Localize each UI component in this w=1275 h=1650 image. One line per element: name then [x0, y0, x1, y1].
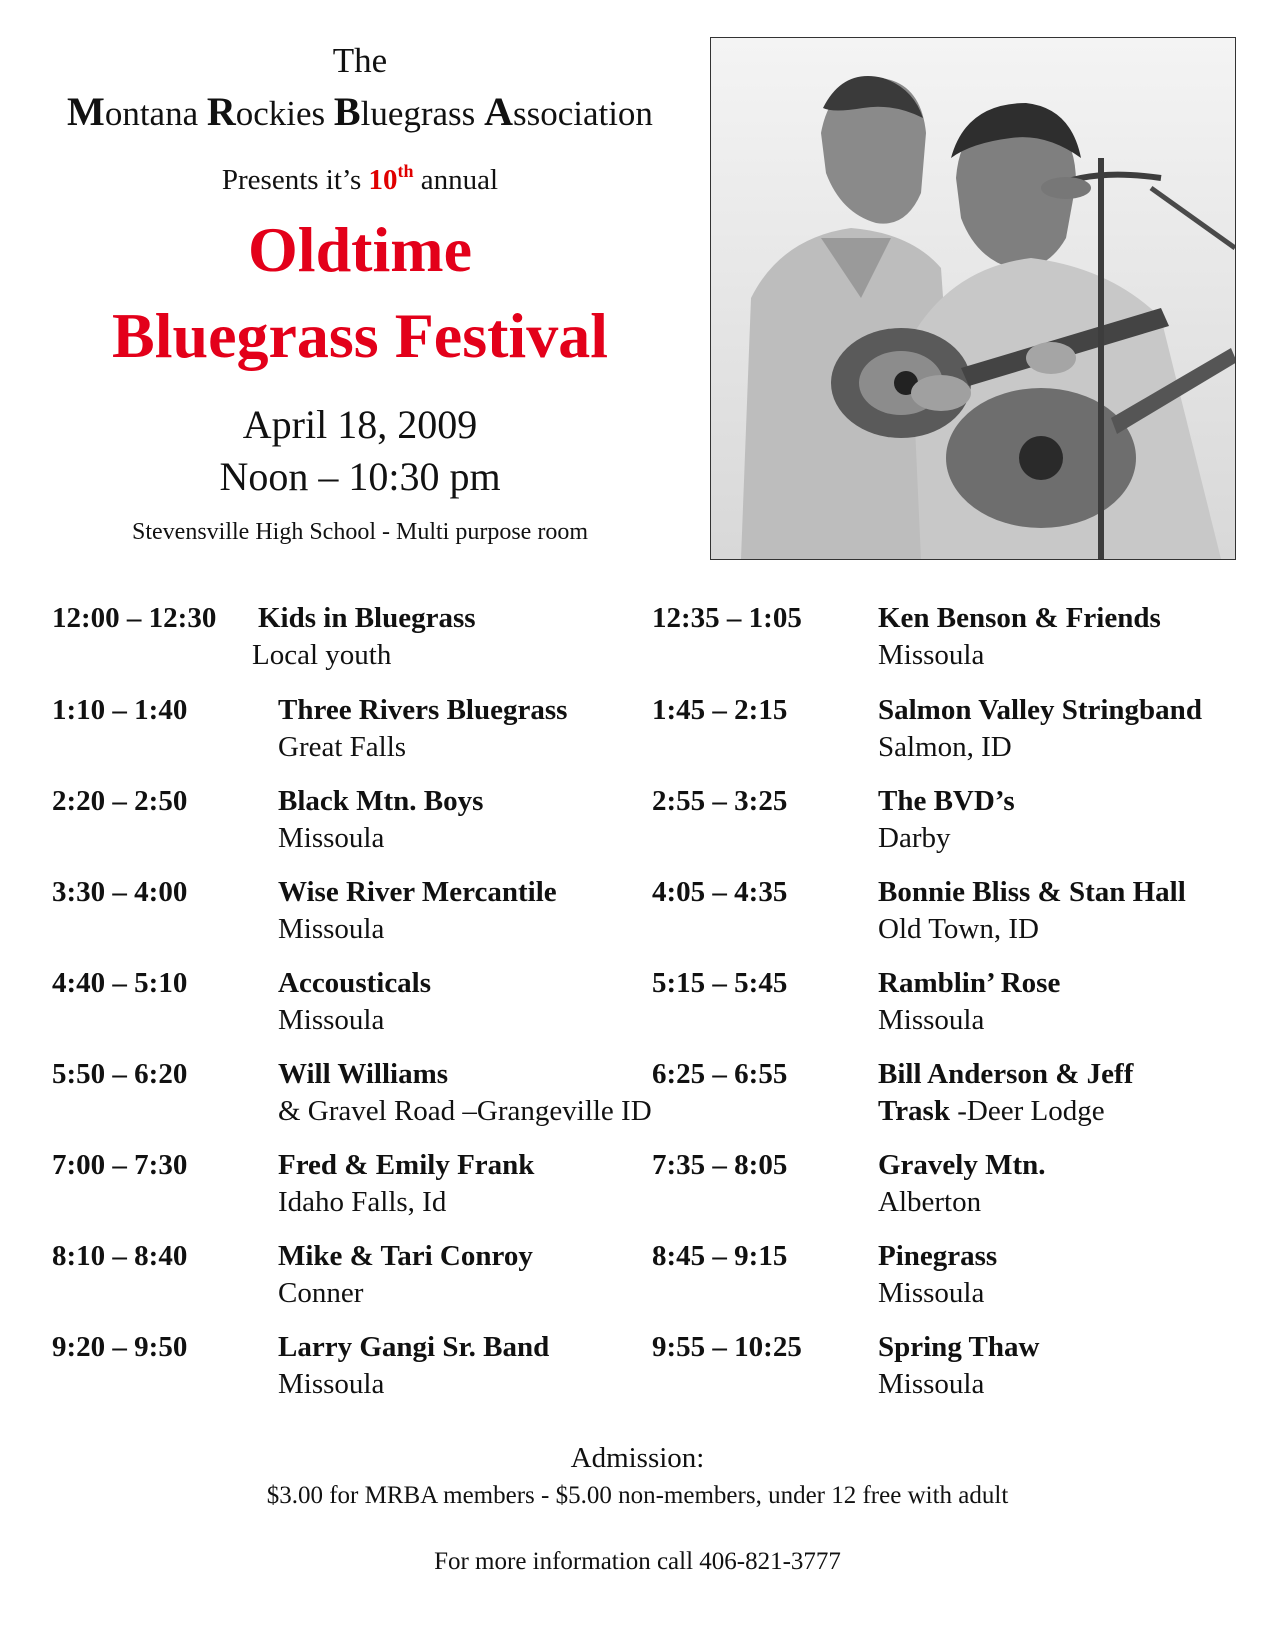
schedule-act-name: Larry Gangi Sr. Band — [278, 1331, 550, 1363]
schedule-time: 2:20 – 2:50 — [52, 785, 188, 817]
schedule-entry — [0, 1056, 1275, 1136]
schedule-location — [878, 1093, 1105, 1130]
schedule-location — [878, 1275, 984, 1312]
schedule-act-name: Wise River Mercantile — [278, 876, 557, 908]
festival-title-line1: Oldtime — [248, 214, 472, 285]
schedule-location-text: Missoula — [278, 1004, 385, 1036]
schedule-location — [878, 1184, 981, 1221]
admission-label: Admission: — [570, 1442, 705, 1474]
schedule-act-name: Gravely Mtn. — [878, 1149, 1046, 1181]
schedule-time: 9:55 – 10:25 — [652, 1331, 802, 1363]
contact-info: For more information call 406-821-3777 — [434, 1548, 841, 1575]
schedule-entry — [0, 874, 1275, 954]
presents-suffix: th — [397, 161, 414, 181]
presents-before: Presents it’s — [221, 164, 369, 196]
schedule-location — [878, 1002, 984, 1039]
schedule-location-text: Old Town, ID — [878, 913, 1039, 945]
schedule-entry — [0, 1329, 1275, 1409]
schedule-time: 8:45 – 9:15 — [652, 1240, 788, 1272]
schedule-location-text: Salmon, ID — [878, 731, 1012, 763]
musicians-photo — [710, 37, 1236, 560]
schedule-time: 3:30 – 4:00 — [52, 876, 188, 908]
schedule-time: 7:00 – 7:30 — [52, 1149, 188, 1181]
schedule-location-text: Missoula — [878, 1368, 985, 1400]
schedule-location-text: Missoula — [878, 639, 985, 671]
schedule-location — [878, 729, 1012, 766]
schedule-location-text: Idaho Falls, Id — [278, 1186, 447, 1218]
assoc-word-rockies: ockies — [235, 94, 334, 133]
schedule-act-name: Kids in Bluegrass — [258, 602, 476, 634]
schedule-entry — [0, 783, 1275, 863]
schedule-time: 5:50 – 6:20 — [52, 1058, 188, 1090]
schedule-location-text: Local youth — [252, 639, 392, 671]
event-venue: Stevensville High School - Multi purpose room — [132, 519, 588, 545]
assoc-word-bluegrass: luegrass — [360, 94, 485, 133]
schedule-act-name: Three Rivers Bluegrass — [278, 694, 568, 726]
header-the: The — [332, 41, 388, 80]
schedule-time: 1:45 – 2:15 — [652, 694, 788, 726]
schedule-act-name: Ramblin’ Rose — [878, 967, 1061, 999]
schedule-location-text: Missoula — [878, 1277, 985, 1309]
event-time: Noon – 10:30 pm — [219, 454, 501, 499]
schedule-location-text: Darby — [878, 822, 951, 854]
schedule-time: 5:15 – 5:45 — [652, 967, 788, 999]
schedule-act-name: Fred & Emily Frank — [278, 1149, 535, 1181]
schedule-act-name: Bill Anderson & Jeff — [878, 1058, 1134, 1090]
schedule-location-text: Missoula — [878, 1004, 985, 1036]
schedule-location — [878, 820, 950, 857]
schedule-entry — [0, 600, 1275, 680]
schedule-time: 8:10 – 8:40 — [52, 1240, 188, 1272]
schedule-time: 9:20 – 9:50 — [52, 1331, 188, 1363]
schedule-act-name: Ken Benson & Friends — [878, 602, 1161, 634]
schedule-time: 4:40 – 5:10 — [52, 967, 188, 999]
presents-number: 10 — [368, 164, 398, 196]
schedule-time: 7:35 – 8:05 — [652, 1149, 788, 1181]
musicians-photo-icon — [711, 38, 1235, 559]
schedule-time: 12:00 – 12:30 — [52, 602, 217, 634]
schedule-act-name: Mike & Tari Conroy — [278, 1240, 533, 1272]
assoc-initial-m: M — [67, 89, 105, 134]
schedule-act-name: Salmon Valley Stringband — [878, 694, 1202, 726]
schedule-location-text: -Deer Lodge — [949, 1095, 1105, 1127]
schedule-act-name: Spring Thaw — [878, 1331, 1040, 1363]
schedule-location-text: Missoula — [278, 1368, 385, 1400]
schedule-act-name: Bonnie Bliss & Stan Hall — [878, 876, 1186, 908]
assoc-initial-r: R — [206, 89, 236, 134]
schedule-entry — [0, 692, 1275, 772]
assoc-word-montana: ontana — [104, 94, 207, 133]
event-date: April 18, 2009 — [242, 402, 478, 447]
schedule-location-text: Alberton — [878, 1186, 982, 1218]
schedule-act-name: Accousticals — [278, 967, 432, 999]
schedule-time: 6:25 – 6:55 — [652, 1058, 788, 1090]
admission-price: $3.00 for MRBA members - $5.00 non-members, under 12 free with adult — [266, 1482, 1009, 1509]
schedule-location — [878, 911, 1039, 948]
presents-line — [30, 162, 690, 198]
schedule-entry — [0, 965, 1275, 1045]
schedule-location-text: Conner — [278, 1277, 364, 1309]
schedule-location-text: & Gravel Road –Grangeville ID — [278, 1095, 652, 1127]
schedule-location — [878, 1366, 984, 1403]
schedule-act-name: The BVD’s — [878, 785, 1015, 817]
schedule-location-text: Missoula — [278, 913, 385, 945]
assoc-initial-b: B — [333, 89, 361, 134]
assoc-initial-a: A — [484, 89, 513, 134]
schedule-act-name: Will Williams — [278, 1058, 449, 1090]
schedule-time: 2:55 – 3:25 — [652, 785, 788, 817]
presents-after: annual — [413, 164, 499, 196]
schedule-location-text: Missoula — [278, 822, 385, 854]
festival-title-line2: Bluegrass Festival — [112, 300, 608, 371]
schedule-time: 4:05 – 4:35 — [652, 876, 788, 908]
schedule-act-name: Black Mtn. Boys — [278, 785, 484, 817]
association-name — [30, 88, 690, 138]
schedule-act-name: Pinegrass — [878, 1240, 998, 1272]
schedule-location — [878, 637, 984, 674]
assoc-word-association: ssociation — [512, 94, 653, 133]
schedule-location-text: Great Falls — [278, 731, 407, 763]
schedule-time: 12:35 – 1:05 — [652, 602, 802, 634]
schedule-entry — [0, 1238, 1275, 1318]
schedule-entry — [0, 1147, 1275, 1227]
schedule-time: 1:10 – 1:40 — [52, 694, 188, 726]
schedule-location-bold: Trask — [878, 1095, 950, 1127]
